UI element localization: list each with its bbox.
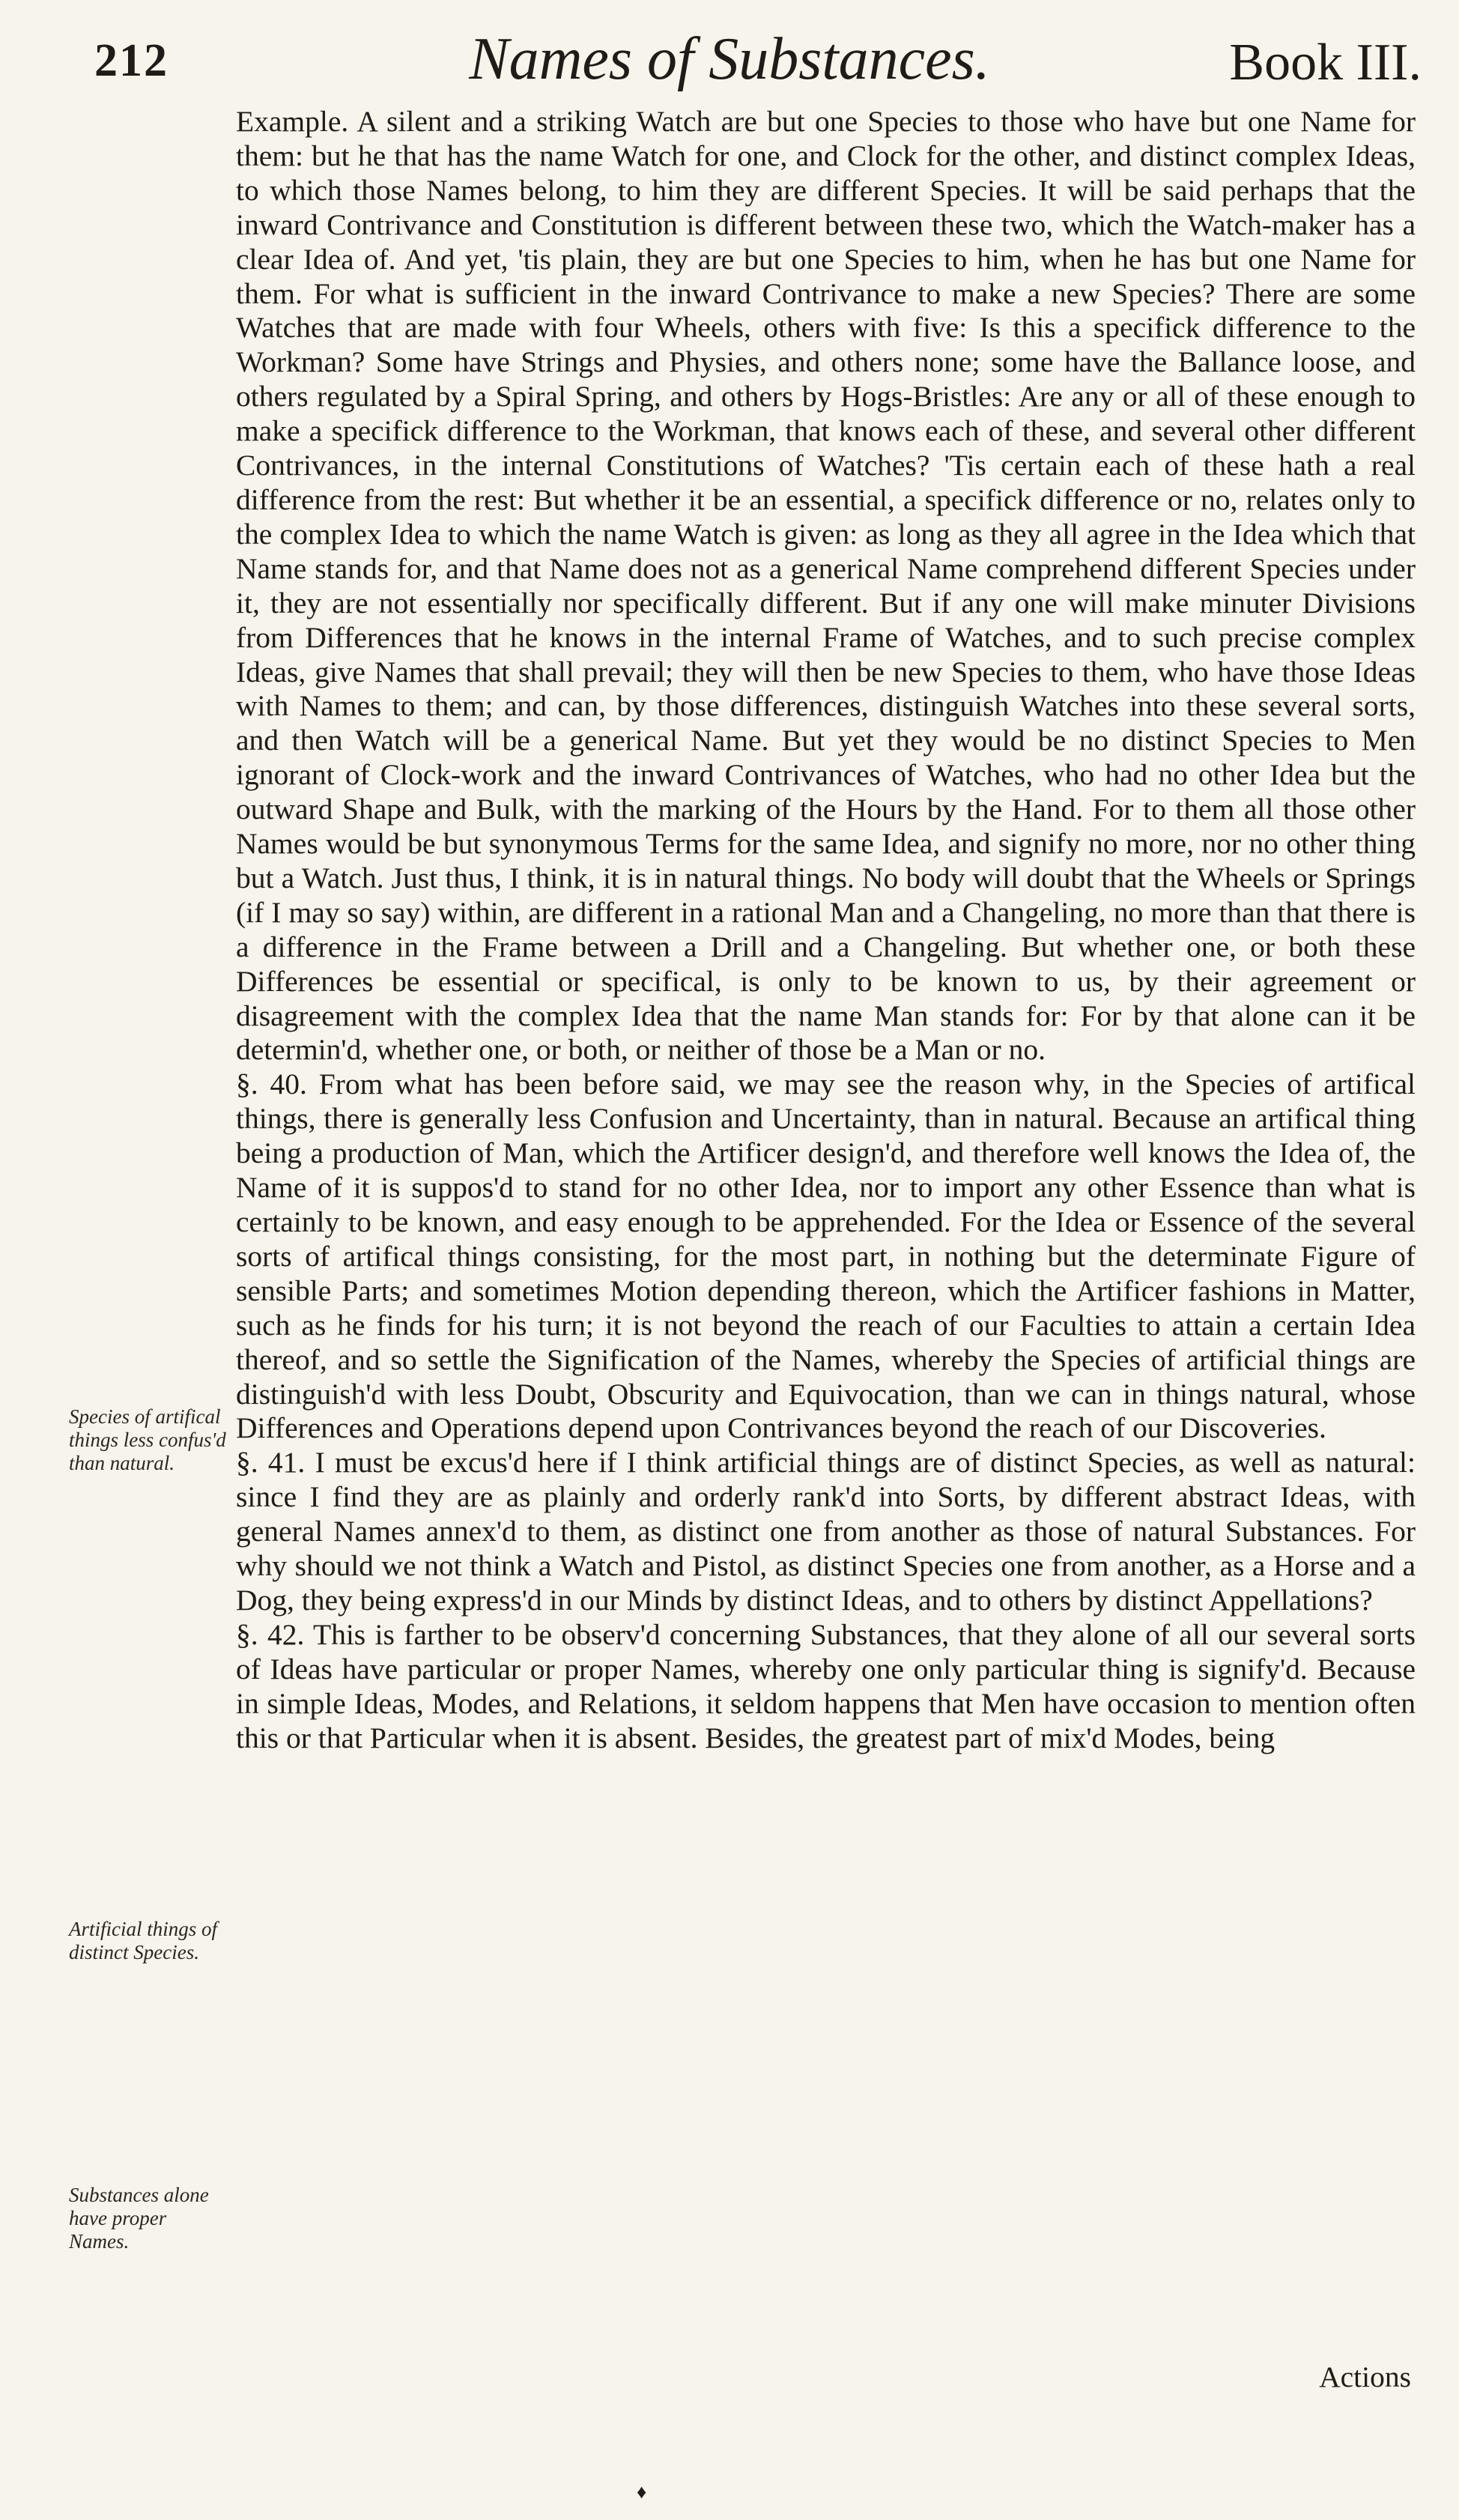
running-header bbox=[0, 19, 1459, 102]
book-number: Book III. bbox=[1229, 34, 1422, 91]
paragraph-section-40: §. 40. From what has been before said, we may see the reason why, in the Species of artifical things, there is generally less Confusion and Uncertainty, than in natural. Because an artifical thing being a production of Man, which the Artificer design'd, and therefore well knows the Idea of, the Name of it is suppos'd to stand for no other Idea, nor to import any other Essence than what is certainly to be known, and easy enough to be apprehended. For the Idea or Essence of the several sorts of artifical things consisting, for the most part, in nothing but the determinate Figure of sensible Parts; and sometimes Motion depending thereon, which the Artificer fashions in Matter, such as he finds for his turn; it is not beyond the reach of our Faculties to attain a certain Idea thereof, and so settle the Signification of the Names, whereby the Species of artificial things are distinguish'd with less Doubt, Obscurity and Equivocation, than we can in things natural, whose Differences and Operations depend upon Contrivances beyond the reach of our Discoveries. bbox=[236, 1067, 1416, 1445]
paragraph-section-42: §. 42. This is farther to be observ'd concerning Substances, that they alone of all our several sorts of Ideas have particular or proper Names, whereby one only particular thing is signify'd. Because in simple Ideas, Modes, and Relations, it seldom happens that Men have occasion to mention often this or that Particular when it is absent. Besides, the greatest part of mix'd Modes, being bbox=[236, 1617, 1416, 1754]
printer-mark: ♦ bbox=[637, 2481, 647, 2503]
sidenote-section-40: Species of artifical things less confus'd than natural. bbox=[69, 1405, 226, 1474]
paragraph-section-41: §. 41. I must be excus'd here if I think artificial things are of distinct Species, as well as natural: since I find they are as plainly and orderly rank'd into Sorts, by different abstract Ideas, with general Names annex'd to them, as distinct one from another as those of natural Substances. For why should we not think a Watch and Pistol, as distinct Species one from another, as a Horse and a Dog, they being express'd in our Minds by distinct Ideas, and to others by distinct Appellations? bbox=[236, 1446, 1416, 1617]
catchword: Actions bbox=[1319, 2360, 1411, 2393]
sidenote-section-42: Substances alone have proper Names. bbox=[69, 2184, 209, 2253]
main-text bbox=[236, 105, 1416, 1756]
paragraph-continuation: Example. A silent and a striking Watch are but one Species to those who have but one Name for them: but he that has the name Watch for one, and Clock for the other, and distinct complex Ideas, to which those Names belong, to him they are different Species. It will be said perhaps that the inward Contrivance and Constitution is different between these two, which the Watch-maker has a clear Idea of. And yet, 'tis plain, they are but one Species to him, when he has but one Name for them. For what is sufficient in the inward Contrivance to make a new Species? There are some Watches that are made with four Wheels, others with five: Is this a specifick difference to the Workman? Some have Strings and Physies, and others none; some have the Ballance loose, and others regulated by a Spiral Spring, and others by Hogs-Bristles: Are any or all of these enough to make a specifick difference to the Workman, that knows each of these, and several other different Contrivances, in the internal Constitutions of Watches? 'Tis certain each of these hath a real difference from the rest: But whether it be an essential, a specifick difference or no, relates only to the complex Idea to which the name Watch is given: as long as they all agree in the Idea which that Name stands for, and that Name does not as a generical Name comprehend different Species under it, they are not essentially nor specifically different. But if any one will make minuter Divisions from Differences that he knows in the internal Frame of Watches, and to such precise complex Ideas, give Names that shall prevail; they will then be new Species to them, who have those Ideas with Names to them; and can, by those differences, distinguish Watches into these several sorts, and then Watch will be a generical Name. But yet they would be no distinct Species to Men ignorant of Clock-work and the inward Contrivances of Watches, who had no other Idea but the outward Shape and Bulk, with the marking of the Hours by the Hand. For to them all those other Names would be but synonymous Terms for the same Idea, and signify no more, nor no other thing but a Watch. Just thus, I think, it is in natural things. No body will doubt that the Wheels or Springs (if I may so say) within, are different in a rational Man and a Changeling, no more than that there is a difference in the Frame between a Drill and a Changeling. But whether one, or both these Differences be essential or specifical, is only to be known to us, by their agreement or disagreement with the complex Idea that the name Man stands for: For by that alone can it be determin'd, whether one, or both, or neither of those be a Man or no. bbox=[236, 105, 1416, 1067]
running-title: Names of Substances. bbox=[469, 26, 990, 92]
page-number: 212 bbox=[94, 35, 169, 86]
sidenote-section-41: Artificial things of distinct Species. bbox=[69, 1918, 218, 1963]
